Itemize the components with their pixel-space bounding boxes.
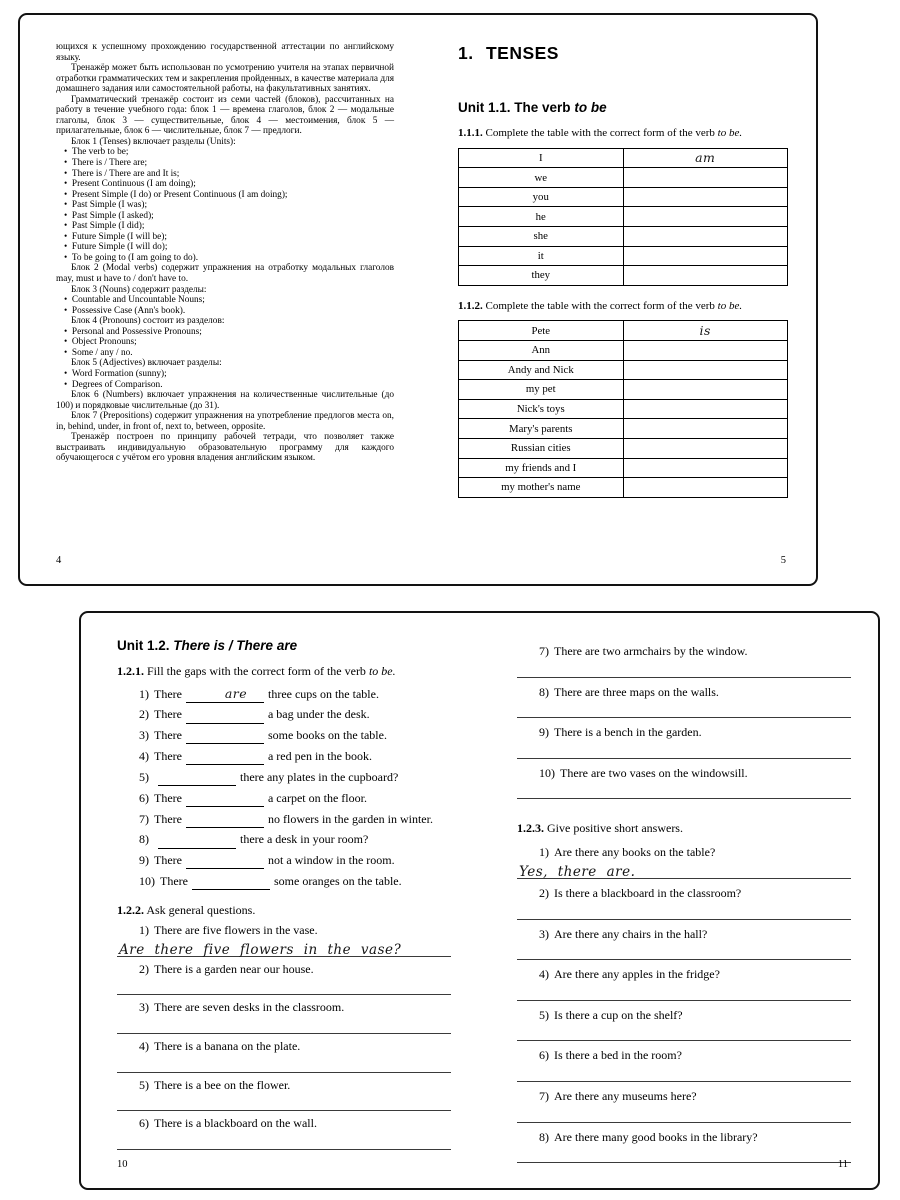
blank-line xyxy=(186,727,264,744)
statement xyxy=(517,967,851,983)
blank-line xyxy=(186,706,264,723)
item-number: 2) xyxy=(539,885,549,900)
page-10 xyxy=(117,638,451,1155)
exercise-1-1-2-intro xyxy=(458,300,788,314)
answer-cell xyxy=(623,168,788,188)
statement xyxy=(117,923,451,939)
text-block: • Degrees of Comparison. xyxy=(56,380,394,391)
unit-title-italic: to be xyxy=(574,100,607,115)
blank-line xyxy=(186,790,264,807)
item-number: 5) xyxy=(139,769,149,784)
handwritten-answer: are xyxy=(224,685,248,701)
spread-pages-10-11 xyxy=(79,611,880,1190)
subject-cell: Ann xyxy=(459,341,624,361)
statement xyxy=(517,886,851,902)
fill-gap-item xyxy=(117,790,451,807)
item-number: 3) xyxy=(139,1000,149,1015)
text-block: Блок 5 (Adjectives) включает разделы: xyxy=(71,358,222,369)
unit-title-italic: There is / There are xyxy=(173,638,298,653)
item-number: 2) xyxy=(139,961,149,976)
table-row xyxy=(459,227,788,247)
answer-line xyxy=(117,1094,451,1111)
fill-gap-item xyxy=(117,831,451,848)
text-block: Грамматический тренажёр состоит из семи частей (блоков), рассчитанных на работу в течение учебного года: блок 1 — времена глаголов, блок 2 — модальные глаголы, блок 3 — существительные, блок 4 — местоимения, блок 5 — прилагательные, блок 6 — числительные, блок 7 — предлоги. xyxy=(56,94,394,137)
text-block: • There is / There are; xyxy=(56,158,394,169)
item-text: not a window in the room. xyxy=(267,853,395,868)
blank-line xyxy=(186,811,264,828)
exercise-number: 1.2.3. xyxy=(517,821,544,836)
question-item xyxy=(517,644,851,678)
item-text: There are seven desks in the classroom. xyxy=(154,1000,345,1015)
text-block: • To be going to (I am going to do). xyxy=(56,253,394,264)
fill-gap-item xyxy=(117,706,451,723)
question-item xyxy=(517,1089,851,1123)
blank-line xyxy=(192,873,270,890)
text-block: • There is / There are and It is; xyxy=(56,169,394,180)
question-item xyxy=(517,1130,851,1164)
item-number: 7) xyxy=(139,811,149,826)
table-row xyxy=(459,341,788,361)
answer-line xyxy=(517,661,851,678)
text-block: Тренажёр может быть использован по усмотрению учителя на этапах первичной отработки грамматических тем и закрепления пройденных, в качестве материала для домашнего задания или самостоятельной работы, на факультативных занятиях. xyxy=(56,63,394,95)
question-item xyxy=(117,1039,451,1073)
fill-gap-item xyxy=(117,769,451,786)
answer-cell: am xyxy=(623,148,788,168)
exercise-1-1-1-intro xyxy=(458,127,788,141)
item-number: 4) xyxy=(539,967,549,982)
item-number: 1) xyxy=(539,845,549,860)
question-item xyxy=(117,1078,451,1112)
item-number: 8) xyxy=(539,684,549,699)
answer-line xyxy=(517,984,851,1001)
item-number: 8) xyxy=(139,832,149,847)
table-row xyxy=(459,419,788,439)
item-number: 3) xyxy=(539,926,549,941)
text-block: • Present Simple (I do) or Present Continuous (I am doing); xyxy=(56,190,394,201)
exercise-text-italic: to be. xyxy=(717,299,743,312)
question-item xyxy=(117,962,451,996)
item-text: There is a banana on the plate. xyxy=(154,1039,301,1054)
question-item xyxy=(517,725,851,759)
answer-cell: is xyxy=(623,321,788,341)
text-block: Тренажёр построен по принципу рабочей тетради, что позволяет также выстраивать индивидуальную образовательную программу для каждого обучающегося с учётом его уровня владения английским языком. xyxy=(56,432,394,464)
item-number: 1) xyxy=(139,923,149,938)
item-number: 5) xyxy=(539,1007,549,1022)
question-item xyxy=(117,1000,451,1034)
item-text: Are there any books on the table? xyxy=(554,845,716,860)
question-item xyxy=(517,766,851,800)
item-text: There is a garden near our house. xyxy=(154,961,314,976)
item-text: there any plates in the cupboard? xyxy=(240,769,399,784)
item-number: 10) xyxy=(539,765,555,780)
table-row xyxy=(459,360,788,380)
subject-cell: my mother's name xyxy=(459,478,624,498)
item-text: Are there many good books in the library? xyxy=(554,1129,758,1144)
page-number-5: 5 xyxy=(780,555,786,566)
unit-1-1-title xyxy=(458,100,788,115)
exercise-number: 1.2.1. xyxy=(117,664,144,678)
item-number: 9) xyxy=(139,853,149,868)
table-row xyxy=(459,399,788,419)
text-block: • Future Simple (I will do); xyxy=(56,242,394,253)
statement xyxy=(517,725,851,741)
item-prefix: There xyxy=(154,707,182,722)
item-text: There is a bench in the garden. xyxy=(554,725,702,740)
exercise-text-italic: to be. xyxy=(368,664,396,678)
question-item xyxy=(517,685,851,719)
item-prefix: There xyxy=(154,749,182,764)
table-row xyxy=(459,321,788,341)
blank-line xyxy=(158,769,236,786)
question-item xyxy=(517,886,851,920)
subject-cell: they xyxy=(459,266,624,286)
page-4 xyxy=(56,42,394,464)
item-text: Are there any museums here? xyxy=(554,1088,697,1103)
subject-cell: my pet xyxy=(459,380,624,400)
item-text: a red pen in the book. xyxy=(267,749,372,764)
fill-gap-item xyxy=(117,727,451,744)
item-text: there a desk in your room? xyxy=(240,832,369,847)
fill-gap-item xyxy=(117,748,451,765)
statement xyxy=(117,962,451,978)
table-row xyxy=(459,246,788,266)
unit-title-text: The verb xyxy=(514,100,571,115)
section-title-tenses: 1. TENSES xyxy=(458,43,559,63)
page-number-10: 10 xyxy=(117,1159,128,1170)
exercise-1-2-2-intro xyxy=(117,903,451,918)
item-number: 6) xyxy=(139,1116,149,1131)
answer-cell xyxy=(623,187,788,207)
exercise-number: 1.2.2. xyxy=(117,903,144,918)
page-number-4: 4 xyxy=(56,555,62,566)
item-prefix: There xyxy=(154,790,182,805)
answer-cell xyxy=(623,266,788,286)
item-number: 3) xyxy=(139,728,149,743)
question-list-continued xyxy=(517,644,851,799)
question-item xyxy=(517,845,851,879)
exercise-text: Fill the gaps with the correct form of the verb xyxy=(147,664,366,678)
answer-line xyxy=(117,1056,451,1073)
item-text: three cups on the table. xyxy=(267,686,379,701)
item-prefix: There xyxy=(154,853,182,868)
item-number: 2) xyxy=(139,707,149,722)
exercise-text: Give positive short answers. xyxy=(547,821,683,836)
text-block: • Word Formation (sunny); xyxy=(56,369,394,380)
statement xyxy=(117,1078,451,1094)
blank-line xyxy=(158,831,236,848)
exercise-number: 1.1.1. xyxy=(458,127,483,139)
table-row xyxy=(459,168,788,188)
item-prefix: There xyxy=(160,874,188,889)
text-block: • Present Continuous (I am doing); xyxy=(56,179,394,190)
statement xyxy=(117,1000,451,1016)
subject-cell: he xyxy=(459,207,624,227)
subject-cell: Nick's toys xyxy=(459,399,624,419)
text-block: Блок 2 (Modal verbs) содержит упражнения на отработку модальных глаголов may, must и have to / don't have to. xyxy=(56,263,394,285)
statement xyxy=(517,1048,851,1064)
text-block: • Future Simple (I will be); xyxy=(56,232,394,243)
text-block: • The verb to be; xyxy=(56,147,394,158)
answer-cell xyxy=(623,227,788,247)
answer-cell xyxy=(623,458,788,478)
answer-line xyxy=(117,1017,451,1034)
table-row xyxy=(459,438,788,458)
fill-gap-list xyxy=(117,686,451,891)
answer-line xyxy=(117,940,451,957)
statement xyxy=(117,1039,451,1055)
fill-gap-item xyxy=(117,852,451,869)
exercise-text: Complete the table with the correct form of the verb xyxy=(485,299,715,312)
answer-line xyxy=(117,1133,451,1150)
text-block: • Past Simple (I did); xyxy=(56,221,394,232)
answer-line xyxy=(517,1024,851,1041)
item-text: Is there a cup on the shelf? xyxy=(554,1007,683,1022)
exercise-text-italic: to be. xyxy=(717,127,743,139)
answer-line xyxy=(517,782,851,799)
item-text: Are there any chairs in the hall? xyxy=(554,926,708,941)
item-number: 8) xyxy=(539,1129,549,1144)
answer-line xyxy=(517,943,851,960)
item-number: 5) xyxy=(139,1077,149,1092)
short-answer-list xyxy=(517,845,851,1163)
text-block: Блок 1 (Tenses) включает разделы (Units): xyxy=(71,136,236,147)
item-number: 1) xyxy=(139,686,149,701)
text-block: • Object Pronouns; xyxy=(56,337,394,348)
item-text: There are two armchairs by the window. xyxy=(554,644,748,658)
statement xyxy=(517,927,851,943)
answer-cell xyxy=(623,419,788,439)
question-item xyxy=(117,1116,451,1150)
blank-line xyxy=(186,686,264,703)
text-block: • Past Simple (I was); xyxy=(56,200,394,211)
statement xyxy=(517,1130,851,1146)
table-row xyxy=(459,187,788,207)
statement xyxy=(517,1089,851,1105)
statement xyxy=(517,845,851,861)
exercise-text: Complete the table with the correct form of the verb xyxy=(485,127,715,139)
text-block: Блок 4 (Pronouns) состоит из разделов: xyxy=(71,316,225,327)
subject-cell: Mary's parents xyxy=(459,419,624,439)
page-number-11: 11 xyxy=(837,1159,848,1170)
answer-line xyxy=(117,978,451,995)
subject-cell: it xyxy=(459,246,624,266)
spread-pages-4-5 xyxy=(18,13,818,586)
question-item xyxy=(517,927,851,961)
exercise-1-2-1-intro xyxy=(117,664,451,680)
item-number: 4) xyxy=(139,749,149,764)
table-row xyxy=(459,478,788,498)
subject-cell: Russian cities xyxy=(459,438,624,458)
answer-line xyxy=(517,862,851,879)
subject-cell: Andy and Nick xyxy=(459,360,624,380)
item-number: 6) xyxy=(539,1048,549,1063)
item-prefix: There xyxy=(154,811,182,826)
exercise-text: Ask general questions. xyxy=(146,903,256,918)
answer-line xyxy=(517,701,851,718)
answer-line xyxy=(517,1146,851,1163)
item-text: a bag under the desk. xyxy=(267,707,370,722)
fill-gap-item xyxy=(117,811,451,828)
answer-line xyxy=(517,903,851,920)
answer-line xyxy=(517,1065,851,1082)
question-list xyxy=(117,923,451,1150)
item-prefix: There xyxy=(154,728,182,743)
subject-cell: my friends and I xyxy=(459,458,624,478)
item-number: 6) xyxy=(139,790,149,805)
item-text: There is a bee on the flower. xyxy=(154,1077,291,1092)
item-text: There are two vases on the windowsill. xyxy=(560,765,748,780)
statement xyxy=(517,766,851,782)
page-5 xyxy=(458,43,788,498)
exercise-1-2-3-intro xyxy=(517,821,851,836)
item-text: some oranges on the table. xyxy=(273,874,402,889)
text-block: • Some / any / no. xyxy=(56,348,394,359)
item-text: There are five flowers in the vase. xyxy=(154,923,318,938)
text-block: Блок 6 (Numbers) включает упражнения на количественные числительные (до 100) и порядковые числительные (до 31). xyxy=(56,390,394,411)
statement xyxy=(517,1008,851,1024)
text-block: ющихся к успешному прохождению государственной аттестации по английскому языку. xyxy=(56,42,394,63)
subject-cell: you xyxy=(459,187,624,207)
subject-cell: we xyxy=(459,168,624,188)
tobe-table-1 xyxy=(458,148,788,286)
answer-line xyxy=(517,742,851,759)
item-text: There are three maps on the walls. xyxy=(554,684,719,699)
subject-cell: I xyxy=(459,148,624,168)
fill-gap-item xyxy=(117,873,451,890)
answer-cell xyxy=(623,399,788,419)
subject-cell: she xyxy=(459,227,624,247)
text-block: • Countable and Uncountable Nouns; xyxy=(56,295,394,306)
item-text: some books on the table. xyxy=(267,728,387,743)
statement xyxy=(117,1116,451,1132)
intro-text-russian xyxy=(56,42,394,464)
text-block: • Possessive Case (Ann's book). xyxy=(56,306,394,317)
table-row xyxy=(459,207,788,227)
question-item xyxy=(517,1008,851,1042)
table-row xyxy=(459,266,788,286)
item-number: 9) xyxy=(539,725,549,740)
handwritten-answer: Yes, there are. xyxy=(519,863,636,880)
statement xyxy=(517,685,851,701)
item-text: Is there a bed in the room? xyxy=(554,1048,682,1063)
text-block: • Personal and Possessive Pronouns; xyxy=(56,327,394,338)
page-11 xyxy=(517,638,851,1170)
item-text: Is there a blackboard in the classroom? xyxy=(554,885,742,900)
subject-cell: Pete xyxy=(459,321,624,341)
item-number: 4) xyxy=(139,1039,149,1054)
handwritten-answer: Are there five flowers in the vase? xyxy=(119,941,402,958)
tobe-table-2 xyxy=(458,320,788,497)
answer-cell xyxy=(623,478,788,498)
answer-cell xyxy=(623,207,788,227)
text-block: • Past Simple (I asked); xyxy=(56,211,394,222)
text-block: Блок 3 (Nouns) содержит разделы: xyxy=(71,284,207,295)
answer-cell xyxy=(623,438,788,458)
item-number: 10) xyxy=(139,874,155,889)
fill-gap-item xyxy=(117,686,451,703)
blank-line xyxy=(186,852,264,869)
item-text: There is a blackboard on the wall. xyxy=(154,1116,317,1131)
blank-line xyxy=(186,748,264,765)
unit-1-2-title xyxy=(117,638,451,653)
answer-line xyxy=(517,1106,851,1123)
answer-cell xyxy=(623,246,788,266)
question-item xyxy=(517,967,851,1001)
unit-label: Unit 1.2. xyxy=(117,638,170,653)
table-row xyxy=(459,458,788,478)
item-number: 7) xyxy=(539,644,549,658)
table-row xyxy=(459,148,788,168)
item-text: no flowers in the garden in winter. xyxy=(267,811,433,826)
exercise-number: 1.1.2. xyxy=(458,299,483,312)
unit-label: Unit 1.1. xyxy=(458,100,511,115)
text-block: Блок 7 (Prepositions) содержит упражнения на употребление предлогов места on, in, behind, under, in front of, next to, between, opposite. xyxy=(56,411,394,432)
answer-cell xyxy=(623,380,788,400)
question-item xyxy=(517,1048,851,1082)
question-item xyxy=(117,923,451,957)
answer-cell xyxy=(623,360,788,380)
item-text: Are there any apples in the fridge? xyxy=(554,967,720,982)
table-row xyxy=(459,380,788,400)
item-prefix: There xyxy=(154,686,182,701)
statement xyxy=(517,644,851,660)
answer-cell xyxy=(623,341,788,361)
item-number: 7) xyxy=(539,1088,549,1103)
item-text: a carpet on the floor. xyxy=(267,790,367,805)
